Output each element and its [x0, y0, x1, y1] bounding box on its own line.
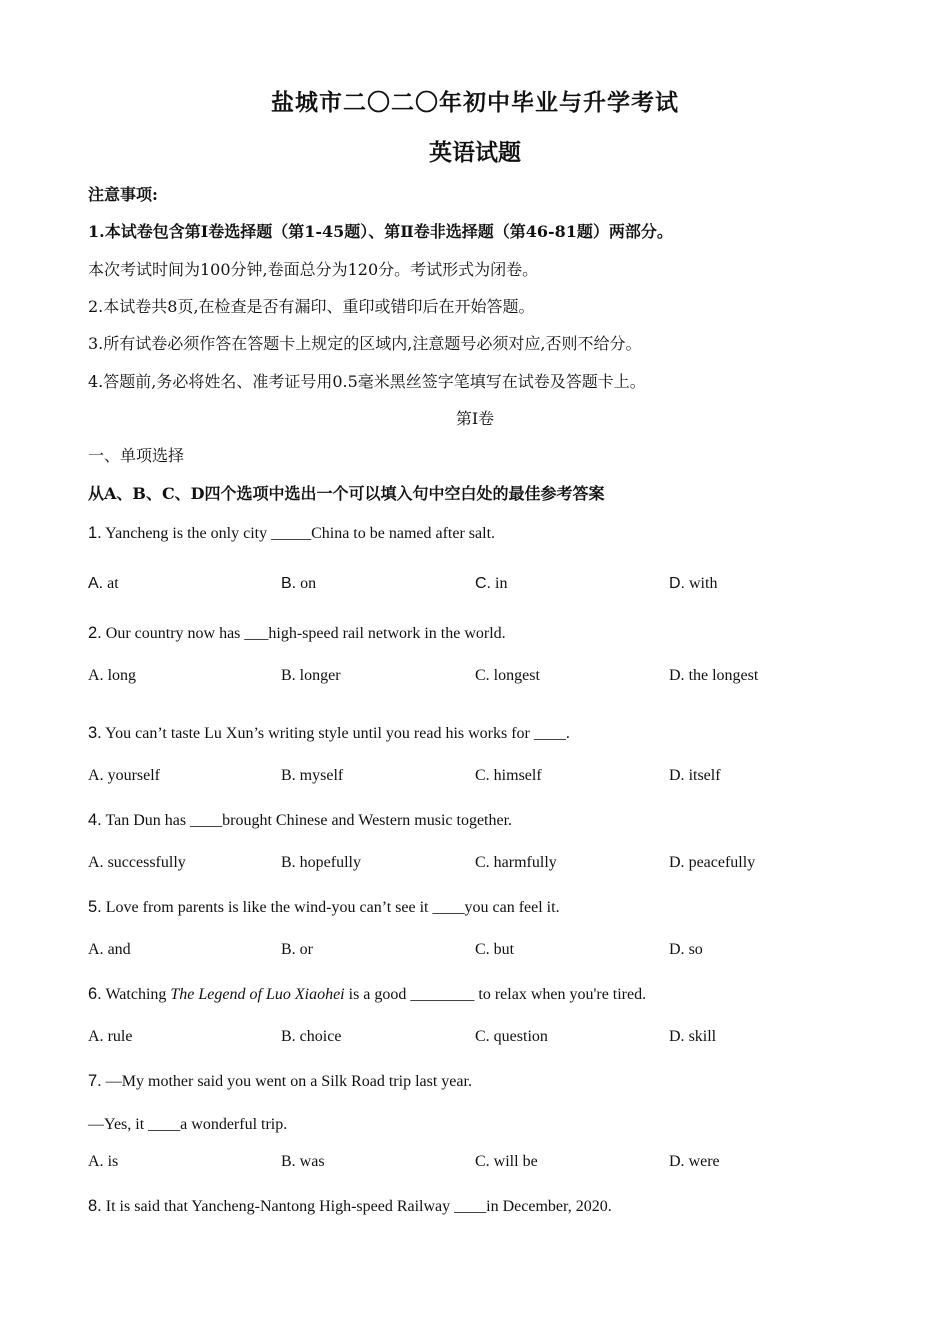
- option-c[interactable]: C. but: [475, 941, 515, 958]
- question-text: You can’t taste Lu Xun’s writing style until you read his works for ____.: [105, 725, 570, 742]
- option-b[interactable]: B. longer: [281, 667, 341, 684]
- option-a[interactable]: A. yourself: [88, 767, 160, 784]
- option-a[interactable]: A. at: [88, 575, 119, 592]
- option-d[interactable]: D. peacefully: [669, 854, 756, 871]
- question-2: [88, 624, 506, 643]
- option-a[interactable]: A. long: [88, 667, 137, 684]
- option-c[interactable]: C. will be: [475, 1153, 538, 1170]
- question-text-pre: Watching: [105, 986, 171, 1003]
- note-line: 4.答题前,务必将姓名、准考证号用0.5毫米黑丝签字笔填写在试卷及答题卡上。: [88, 372, 646, 391]
- question-text-post: is a good ________ to relax when you're tired.: [344, 986, 647, 1003]
- note-line: 3.所有试卷必须作答在答题卡上规定的区域内,注意题号必须对应,否则不给分。: [88, 334, 642, 353]
- question-text: Love from parents is like the wind-you can’t see it ____you can feel it.: [105, 899, 560, 916]
- section-instruction: 从A、B、C、D四个选项中选出一个可以填入句中空白处的最佳参考答案: [88, 484, 605, 503]
- exam-title: 盐城市二〇二〇年初中毕业与升学考试: [271, 89, 679, 116]
- option-a[interactable]: A. is: [88, 1153, 119, 1170]
- question-number: 2.: [88, 624, 102, 642]
- question-number: 7.: [88, 1072, 102, 1090]
- note-line: 1.本试卷包含第Ⅰ卷选择题（第1-45题）、第Ⅱ卷非选择题（第46-81题）两部分。: [88, 222, 673, 241]
- note-line: 本次考试时间为100分钟,卷面总分为120分。考试形式为闭卷。: [88, 260, 539, 279]
- option-d[interactable]: D. with: [669, 575, 718, 592]
- exam-subtitle: 英语试题: [429, 139, 521, 166]
- option-a[interactable]: A. and: [88, 941, 131, 958]
- notes-heading: 注意事项:: [88, 185, 158, 204]
- question-number: 3.: [88, 724, 102, 742]
- question-text: Our country now has ___high-speed rail network in the world.: [105, 625, 506, 642]
- option-c[interactable]: C. in: [475, 575, 508, 592]
- question-text: Tan Dun has ____brought Chinese and Western music together.: [105, 812, 513, 829]
- question-number: 6.: [88, 985, 102, 1003]
- note-line: 2.本试卷共8页,在检查是否有漏印、重印或错印后在开始答题。: [88, 297, 535, 316]
- question-text: It is said that Yancheng-Nantong High-speed Railway ____in December, 2020.: [105, 1198, 612, 1215]
- question-4: [88, 811, 512, 830]
- option-a[interactable]: A. rule: [88, 1028, 133, 1045]
- question-text: Yancheng is the only city _____China to be named after salt.: [105, 525, 496, 542]
- option-c[interactable]: C. harmfully: [475, 854, 557, 871]
- question-8: [88, 1197, 612, 1216]
- question-number: 5.: [88, 898, 102, 916]
- question-5: [88, 898, 560, 917]
- question-3: [88, 724, 570, 743]
- option-c[interactable]: C. question: [475, 1028, 548, 1045]
- option-b[interactable]: B. hopefully: [281, 854, 361, 871]
- option-a[interactable]: A. successfully: [88, 854, 186, 871]
- option-b[interactable]: B. was: [281, 1153, 325, 1170]
- option-d[interactable]: D. skill: [669, 1028, 717, 1045]
- option-b[interactable]: B. or: [281, 941, 313, 958]
- question-number: 1.: [88, 524, 102, 542]
- question-1: [88, 524, 495, 543]
- option-c[interactable]: C. longest: [475, 667, 540, 684]
- book-title: The Legend of Luo Xiaohei: [170, 986, 345, 1003]
- question-7-reply: —Yes, it ____a wonderful trip.: [88, 1116, 288, 1133]
- option-b[interactable]: B. myself: [281, 767, 344, 784]
- question-7: [88, 1072, 472, 1091]
- question-number: 4.: [88, 811, 102, 829]
- option-d[interactable]: D. itself: [669, 767, 721, 784]
- question-number: 8.: [88, 1197, 102, 1215]
- option-d[interactable]: D. were: [669, 1153, 720, 1170]
- section-title: 一、单项选择: [88, 446, 185, 465]
- part-heading: 第Ⅰ卷: [455, 409, 495, 428]
- question-text: —My mother said you went on a Silk Road trip last year.: [105, 1073, 472, 1090]
- option-b[interactable]: B. on: [281, 575, 317, 592]
- question-6: [88, 985, 646, 1004]
- option-b[interactable]: B. choice: [281, 1028, 342, 1045]
- option-c[interactable]: C. himself: [475, 767, 542, 784]
- option-d[interactable]: D. the longest: [669, 667, 759, 684]
- option-d[interactable]: D. so: [669, 941, 703, 958]
